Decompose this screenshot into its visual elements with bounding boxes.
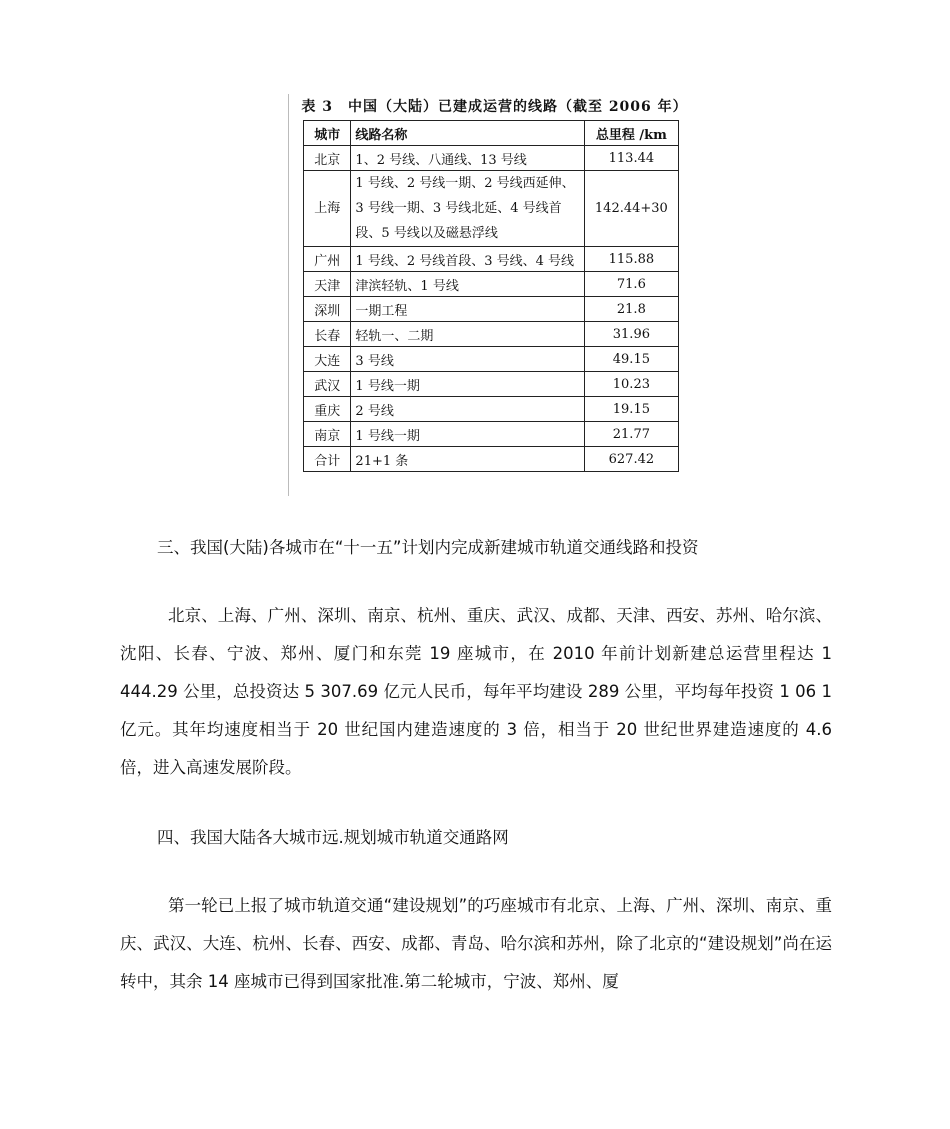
cell-lines: 1 号线一期 [351,422,584,447]
table-row [304,171,679,247]
route-table-figure [288,94,700,496]
cell-lines: 21+1 条 [351,447,584,472]
cell-city: 大连 [304,347,351,372]
table-row [304,347,679,372]
header-city: 城市 [304,121,351,146]
cell-lines: 3 号线 [351,347,584,372]
cell-lines: 1 号线、2 号线一期、2 号线西延伸、3 号线一期、3 号线北延、4 号线首段、5 号线以及磁悬浮线 [351,171,584,247]
table-row [304,422,679,447]
cell-km: 49.15 [584,347,678,372]
section-3-heading: 三、我国(大陆)各城市在“十一五”计划内完成新建城市轨道交通线路和投资 [157,538,699,557]
cell-km: 115.88 [584,247,678,272]
cell-city: 南京 [304,422,351,447]
table-total-row [304,447,679,472]
operating-lines-table [303,120,679,472]
cell-city: 北京 [304,146,351,171]
cell-km: 142.44+30 [584,171,678,247]
section-4-heading: 四、我国大陆各大城市远.规划城市轨道交通路网 [157,828,509,847]
cell-lines: 津滨轻轨、1 号线 [351,272,584,297]
header-lines: 线路名称 [351,121,584,146]
cell-city: 广州 [304,247,351,272]
cell-km: 71.6 [584,272,678,297]
cell-lines: 轻轨一、二期 [351,322,584,347]
table-row [304,372,679,397]
cell-km: 113.44 [584,146,678,171]
cell-lines: 2 号线 [351,397,584,422]
cell-km: 627.42 [584,447,678,472]
section-3-paragraph: 北京、上海、广州、深圳、南京、杭州、重庆、武汉、成都、天津、西安、苏州、哈尔滨、沈阳、长春、宁波、郑州、厦门和东莞 19 座城市，在 2010 年前计划新建总运营里程达 1 444.29 公里，总投资达 5 307.69 亿元人民币，每年平均建设 289 公里，平均每年投资 1 06 1 亿元。其年均速度相当于 20 世纪国内建造速度的 3 倍，相当于 20 世纪世界建造速度的 4.6 倍，进入高速发展阶段。 [120,606,832,777]
table-title: 表 3 中国（大陆）已建成运营的线路（截至 2006 年） [301,99,688,115]
table-row [304,272,679,297]
cell-km: 21.8 [584,297,678,322]
table-row [304,397,679,422]
cell-city: 深圳 [304,297,351,322]
table-row [304,146,679,171]
header-km: 总里程 /km [584,121,678,146]
cell-city: 合计 [304,447,351,472]
table-row [304,322,679,347]
cell-km: 21.77 [584,422,678,447]
cell-lines: 一期工程 [351,297,584,322]
cell-lines: 1、2 号线、八通线、13 号线 [351,146,584,171]
cell-city: 武汉 [304,372,351,397]
cell-lines: 1 号线、2 号线首段、3 号线、4 号线 [351,247,584,272]
table-row [304,297,679,322]
cell-city: 上海 [304,171,351,247]
cell-city: 天津 [304,272,351,297]
cell-km: 10.23 [584,372,678,397]
cell-city: 长春 [304,322,351,347]
cell-lines: 1 号线一期 [351,372,584,397]
table-header-row [304,121,679,146]
cell-km: 19.15 [584,397,678,422]
section-4-paragraph: 第一轮已上报了城市轨道交通“建设规划”的巧座城市有北京、上海、广州、深圳、南京、重庆、武汉、大连、杭州、长春、西安、成都、青岛、哈尔滨和苏州，除了北京的“建设规划”尚在运转中，其余 14 座城市已得到国家批准.第二轮城市，宁波、郑州、厦 [120,896,832,991]
cell-city: 重庆 [304,397,351,422]
table-row [304,247,679,272]
cell-km: 31.96 [584,322,678,347]
